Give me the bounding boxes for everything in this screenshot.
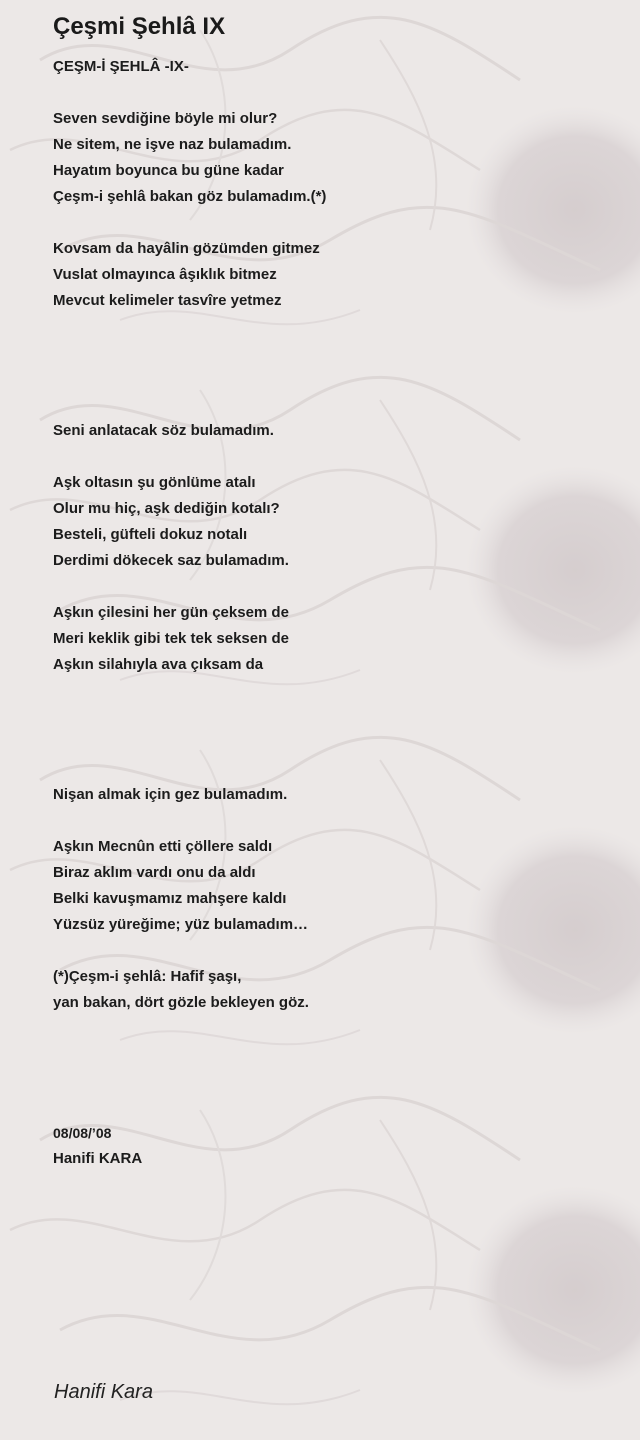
poem-author: Hanifi KARA [53,1150,143,1167]
blank-line [53,444,613,470]
blank-line [53,678,613,704]
blank-line [53,808,613,834]
verse-line: Kovsam da hayâlin gözümden gitmez [53,240,320,257]
footnote-marker: (*) [53,968,69,985]
blank-line [53,704,613,730]
blank-line [53,314,613,340]
verse-line: Mevcut kelimeler tasvîre yetmez [53,292,282,309]
verse-line: Derdimi dökecek saz bulamadım. [53,552,289,569]
verse-line: Aşkın çilesini her gün çeksem de [53,604,289,621]
blank-line [53,938,613,964]
blank-line [53,210,613,236]
verse-line: Aşkın silahıyla ava çıksam da [53,656,264,673]
blank-line [53,1094,613,1120]
footnote [53,964,613,990]
blank-line [53,1068,613,1094]
poem-title: Çeşmi Şehlâ IX [53,13,226,40]
verse-line: Ne sitem, ne işve naz bulamadım. [53,136,292,153]
blank-line [53,1042,613,1068]
poem-date: 08/08/’08 [53,1125,112,1141]
verse-line: Çeşm-i şehlâ bakan göz bulamadım.(*) [53,188,327,205]
verse-line: Biraz aklım vardı onu da aldı [53,864,256,881]
blank-line [53,340,613,366]
verse-line: Yüzsüz yüreğime; yüz bulamadım… [53,916,309,933]
verse-line: Olur mu hiç, aşk dediğin kotalı? [53,500,280,517]
poem-subtitle: ÇEŞM-İ ŞEHLÂ -IX- [53,58,189,75]
verse-line: Hayatım boyunca bu güne kadar [53,162,284,179]
verse-line: Nişan almak için gez bulamadım. [53,786,288,803]
blank-line [53,1016,613,1042]
blank-line [53,756,613,782]
blank-line [53,730,613,756]
verse-line: Aşk oltasın şu gönlüme atalı [53,474,256,491]
footnote-continuation: yan bakan, dört gözle bekleyen göz. [53,994,309,1011]
verse-line: Meri keklik gibi tek tek seksen de [53,630,289,647]
blank-line [53,80,613,106]
verse-line: Belki kavuşmamız mahşere kaldı [53,890,287,907]
blank-line [53,392,613,418]
verse-line: Seni anlatacak söz bulamadım. [53,422,274,439]
blank-line [53,574,613,600]
author-signature: Hanifi Kara [54,1381,153,1403]
poem-body [53,54,613,1172]
verse-line: Besteli, güfteli dokuz notalı [53,526,248,543]
blank-line [53,366,613,392]
verse-line: Aşkın Mecnûn etti çöllere saldı [53,838,273,855]
footnote-text: Çeşm-i şehlâ: Hafif şaşı, [68,968,242,985]
verse-line: Vuslat olmayınca âşıklık bitmez [53,266,277,283]
verse-line: Seven sevdiğine böyle mi olur? [53,110,278,127]
